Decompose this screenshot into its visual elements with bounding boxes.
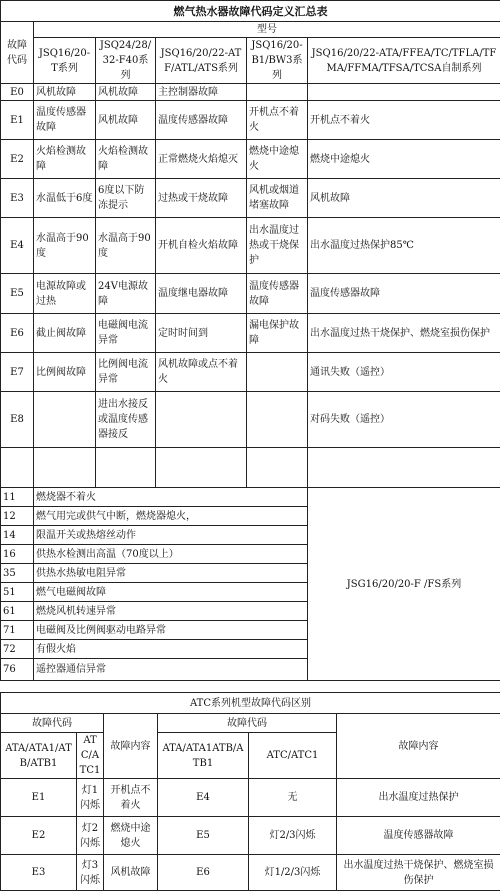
fault-code: E6 — [1, 314, 34, 353]
atc-right-indicator: 灯2/3闪烁 — [249, 817, 337, 855]
list-description: 燃气电磁阀故障 — [34, 583, 308, 602]
fault-description: 出水温度过热干烧保护、燃烧室损伤保护 — [308, 314, 500, 353]
spacer-row — [1, 448, 500, 488]
atc-code-group-left: 故障代码 — [1, 714, 104, 733]
list-model: JSG16/20/20-F /FS系列 — [308, 488, 500, 681]
list-code: 12 — [1, 507, 34, 526]
fault-description: 燃烧中途熄火 — [308, 140, 500, 179]
atc-left-content: 燃烧中途熄火 — [104, 817, 158, 855]
fault-description — [247, 353, 308, 392]
atc-model-header: ATC/ATC1 — [77, 733, 104, 779]
fault-description: 对码失败（遥控） — [308, 392, 500, 448]
fault-description: 6度以下防冻提示 — [96, 179, 156, 218]
fault-description — [156, 392, 247, 448]
model-group-header: 型号 — [34, 22, 500, 38]
fault-description: 开机点不着火 — [308, 101, 500, 140]
fault-row — [1, 84, 500, 101]
sheet-title: 燃气热水器故障代码定义汇总表 — [1, 1, 500, 22]
fault-description: 开机自检火焰故障 — [156, 218, 247, 274]
list-code: 35 — [1, 564, 34, 583]
atc-left-content: 开机点不着火 — [104, 779, 158, 817]
fault-description — [34, 392, 96, 448]
fault-description: 风机故障或点不着火 — [156, 353, 247, 392]
fault-description: 燃烧中途熄火 — [247, 140, 308, 179]
atc-model-header: ATC/ATC1 — [249, 733, 337, 779]
atc-left-content: 风机故障 — [104, 855, 158, 891]
fault-description: 出水温度过热或干烧保护 — [247, 218, 308, 274]
fault-row — [1, 218, 500, 274]
fault-description: 正常燃烧火焰熄灭 — [156, 140, 247, 179]
fault-code: E7 — [1, 353, 34, 392]
fault-description: 水温低于6度 — [34, 179, 96, 218]
fault-description: 火焰检测故障 — [96, 140, 156, 179]
fault-description: 水温高于90度 — [96, 218, 156, 274]
fault-description: 出水温度过热保护85℃ — [308, 218, 500, 274]
list-description: 燃烧器不着火 — [34, 488, 308, 507]
fault-row — [1, 314, 500, 353]
atc-right-code: E5 — [158, 817, 249, 855]
fault-description: 温度传感器故障 — [247, 274, 308, 314]
atc-left-code: E2 — [1, 817, 77, 855]
list-code: 14 — [1, 526, 34, 545]
list-code: 11 — [1, 488, 34, 507]
model-header: JSQ16/20-B1/BW3系列 — [247, 38, 308, 84]
fault-description — [308, 84, 500, 101]
fault-description: 24V电源故障 — [96, 274, 156, 314]
fault-code: E5 — [1, 274, 34, 314]
list-code: 72 — [1, 640, 34, 659]
fault-description: 火焰检测故障 — [34, 140, 96, 179]
atc-right-code: E6 — [158, 855, 249, 891]
atc-right-content: 温度传感器故障 — [337, 817, 500, 855]
fault-description — [247, 392, 308, 448]
atc-content-header-left: 故障内容 — [104, 714, 158, 779]
atc-left-indicator: 灯1闪烁 — [77, 779, 104, 817]
atc-left-code: E3 — [1, 855, 77, 891]
list-description: 燃烧风机转速异常 — [34, 602, 308, 621]
list-description: 供热水检测出高温（70度以上） — [34, 545, 308, 564]
model-header: JSQ16/20-T系列 — [34, 38, 96, 84]
atc-code-group-right: 故障代码 — [158, 714, 337, 733]
fault-description: 风机故障 — [308, 179, 500, 218]
fault-row — [1, 353, 500, 392]
list-description: 供热水热敏电阻异常 — [34, 564, 308, 583]
fault-description: 进出水接反或温度传感器接反 — [96, 392, 156, 448]
fault-row — [1, 101, 500, 140]
list-description: 遥控器通信异常 — [34, 659, 308, 681]
fault-code: E8 — [1, 392, 34, 448]
fault-description: 主控制器故障 — [156, 84, 247, 101]
atc-model-header: ATA/ATA1ATB/ATB1 — [158, 733, 249, 779]
list-code: 76 — [1, 659, 34, 681]
model-header: JSQ24/28/32-F40系列 — [96, 38, 156, 84]
fault-description: 通讯失败（遥控） — [308, 353, 500, 392]
atc-left-indicator: 灯2闪烁 — [77, 817, 104, 855]
fault-code: E1 — [1, 101, 34, 140]
fault-row — [1, 274, 500, 314]
fault-description: 风机或烟道堵塞故障 — [247, 179, 308, 218]
fault-description: 定时时间到 — [156, 314, 247, 353]
atc-content-header-right: 故障内容 — [337, 714, 500, 779]
atc-right-content: 出水温度过热干烧保护、燃烧室损伤保护 — [337, 855, 500, 891]
list-code: 51 — [1, 583, 34, 602]
fault-description: 风机故障 — [96, 84, 156, 101]
atc-right-content: 出水温度过热保护 — [337, 779, 500, 817]
fault-description: 温度传感器故障 — [156, 101, 247, 140]
fault-code: E3 — [1, 179, 34, 218]
atc-right-indicator: 无 — [249, 779, 337, 817]
atc-row — [1, 855, 500, 891]
list-description: 有假火焰 — [34, 640, 308, 659]
atc-title: ATC系列机型故障代码区别 — [1, 693, 500, 714]
atc-right-code: E4 — [158, 779, 249, 817]
fault-code: E2 — [1, 140, 34, 179]
list-code: 16 — [1, 545, 34, 564]
fault-description: 水温高于90度 — [34, 218, 96, 274]
fault-description: 风机故障 — [96, 101, 156, 140]
list-description: 电磁阀及比例阀驱动电路异常 — [34, 621, 308, 640]
fault-description: 风机故障 — [34, 84, 96, 101]
atc-row — [1, 817, 500, 855]
atc-model-header: ATA/ATA1/ATB/ATB1 — [1, 733, 77, 779]
fault-description: 开机点不着火 — [247, 101, 308, 140]
fault-row — [1, 179, 500, 218]
fault-description: 漏电保护故障 — [247, 314, 308, 353]
fault-description: 温度传感器故障 — [34, 101, 96, 140]
fault-row — [1, 392, 500, 448]
atc-row — [1, 779, 500, 817]
atc-code-table — [0, 692, 500, 891]
fault-description: 电磁阀电流异常 — [96, 314, 156, 353]
fault-description: 温度传感器故障 — [308, 274, 500, 314]
fault-description: 比例阀故障 — [34, 353, 96, 392]
list-code: 71 — [1, 621, 34, 640]
model-header: JSQ16/20/22-ATF/ATL/ATS系列 — [156, 38, 247, 84]
atc-left-indicator: 灯3闪烁 — [77, 855, 104, 891]
fault-code: E4 — [1, 218, 34, 274]
fault-description: 电源故障或过热 — [34, 274, 96, 314]
atc-right-indicator: 灯1/2/3闪烁 — [249, 855, 337, 891]
code-list-row — [1, 488, 500, 507]
fault-description: 温度继电器故障 — [156, 274, 247, 314]
atc-left-code: E1 — [1, 779, 77, 817]
fault-description: 比例阀电流异常 — [96, 353, 156, 392]
fault-description — [247, 84, 308, 101]
model-header: JSQ16/20/22-ATA/FFEA/TC/TFLA/TFMA/FFMA/TFSA/TCSA自制系列 — [308, 38, 500, 84]
fault-description: 截止阀故障 — [34, 314, 96, 353]
list-code: 61 — [1, 602, 34, 621]
fault-code: E0 — [1, 84, 34, 101]
list-description: 限温开关或热熔丝动作 — [34, 526, 308, 545]
list-description: 燃气用完或供气中断，燃烧器熄火， — [34, 507, 308, 526]
fault-description: 过热或干烧故障 — [156, 179, 247, 218]
code-column-header: 故障代码 — [1, 22, 34, 84]
fault-row — [1, 140, 500, 179]
